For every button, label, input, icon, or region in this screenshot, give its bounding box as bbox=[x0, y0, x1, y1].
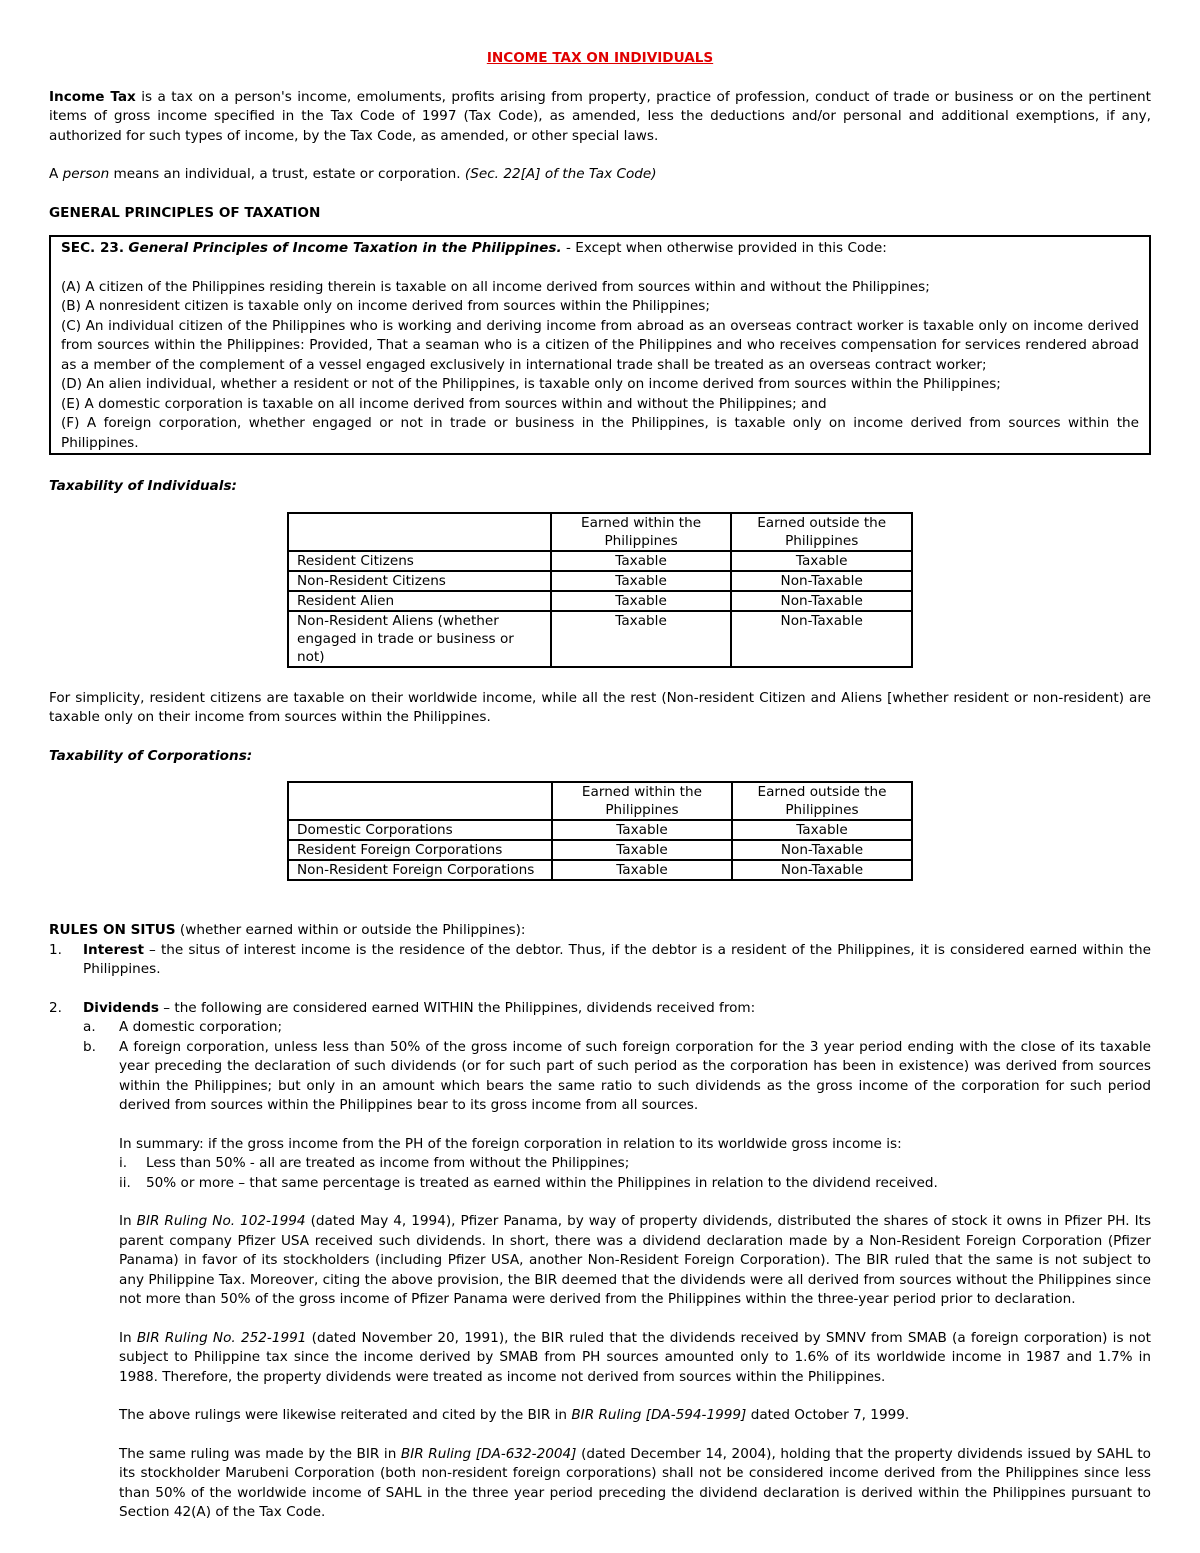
page-title: INCOME TAX ON INDIVIDUALS bbox=[486, 50, 714, 66]
dividends-item-b-text: A foreign corporation, unless less than 50% of the gross income of such foreign corporation for the 3 year period ending with the close of its taxable year preceding the declaration of such dividends (or for such part of such period as the corporation has been in existence) was derived from sources within the Philippines; but only in an amount which bears the same ratio to such dividends as the gross income of the corporation for such period derived from sources within the Philippines bear to its gross income from all sources. bbox=[119, 1038, 1151, 1113]
ruling-252-1991 bbox=[49, 1329, 1151, 1388]
situs-heading-term: RULES ON SITUS bbox=[49, 922, 176, 938]
row-outside: Non-Taxable bbox=[732, 840, 912, 860]
dividends-item-a bbox=[49, 1018, 1151, 1038]
person-citation: (Sec. 22[A] of the Tax Code) bbox=[464, 166, 657, 182]
row-label: Domestic Corporations bbox=[288, 820, 552, 840]
list-number: 1. bbox=[49, 941, 62, 958]
row-within: Taxable bbox=[551, 551, 732, 571]
interest-text: – the situs of interest income is the residence of the debtor. Thus, if the debtor is a resident of the Philippines, it is considered earned within the Philippines. bbox=[83, 941, 1151, 977]
row-within: Taxable bbox=[552, 860, 732, 880]
ruling-pre: The same ruling was made by the BIR in bbox=[119, 1445, 401, 1462]
ruling-text: (dated May 4, 1994), Pfizer Panama, by way of property dividends, distributed the shares of stock it owns in Pfizer PH. Its parent company Pfizer USA received such dividends. In short, there was a dividend declaration made by a Non-Resident Foreign Corporation (Pfizer Panama) in favor of its stockholders (including Pfizer USA, another Non-Resident Foreign Corporation). The BIR ruled that the same is not subject to any Philippine Tax. Moreover, citing the above provision, the BIR deemed that the dividends were all derived from sources without the Philippines since not more than 50% of the gross income of Pfizer Panama were derived from the Philippines within the three-year period prior to declaration. bbox=[119, 1213, 1151, 1307]
income-tax-term: Income Tax bbox=[49, 88, 136, 105]
general-principles-heading: GENERAL PRINCIPLES OF TAXATION bbox=[49, 204, 321, 221]
table-corner-cell bbox=[288, 513, 551, 551]
sec23-item-d: (D) An alien individual, whether a resident or not of the Philippines, is taxable only on income derived from sources within the Philippines; bbox=[61, 376, 1001, 392]
sec23-intro bbox=[61, 239, 1139, 259]
sec23-item-b: (B) A nonresident citizen is taxable only on income derived from sources within the Philippines; bbox=[61, 298, 710, 314]
ruling-102-1994 bbox=[49, 1212, 1151, 1310]
list-number: 2. bbox=[49, 999, 62, 1016]
row-within: Taxable bbox=[552, 840, 732, 860]
corporations-table bbox=[287, 781, 913, 881]
row-outside: Non-Taxable bbox=[731, 591, 912, 611]
situs-interest bbox=[49, 941, 1151, 980]
table-row bbox=[288, 820, 912, 840]
person-term: person bbox=[62, 166, 110, 182]
row-outside: Taxable bbox=[731, 551, 912, 571]
row-label: Non-Resident Aliens (whether engaged in trade or business or not) bbox=[288, 611, 551, 667]
person-prefix: A bbox=[49, 166, 63, 182]
table-corner-cell bbox=[288, 782, 552, 820]
table-row bbox=[288, 860, 912, 880]
sec23-item-f: (F) A foreign corporation, whether engaged or not in trade or business in the Philippines, is taxable only on income derived from sources within the Philippines. bbox=[61, 415, 1139, 451]
row-within: Taxable bbox=[551, 591, 732, 611]
ruling-text: (dated December 14, 2004), holding that the property dividends issued by SAHL to its stockholder Marubeni Corporation (both non-resident foreign corporations) shall not be considered income derived from the Philippines since less than 50% of the worldwide income of SAHL in the three year period preceding the dividend declaration is derived within the Philippines pursuant to Section 42(A) of the Tax Code. bbox=[119, 1445, 1151, 1520]
row-outside: Non-Taxable bbox=[731, 571, 912, 591]
list-letter: b. bbox=[83, 1038, 96, 1055]
situs-heading-rest: (whether earned within or outside the Philippines): bbox=[175, 922, 526, 938]
table-row bbox=[288, 591, 912, 611]
row-within: Taxable bbox=[551, 571, 732, 591]
row-label: Resident Foreign Corporations bbox=[288, 840, 552, 860]
col-outside-header: Earned outside the Philippines bbox=[732, 782, 912, 820]
dividends-term: Dividends bbox=[83, 999, 159, 1016]
ruling-pre: In bbox=[119, 1213, 137, 1229]
table-header-row bbox=[288, 513, 912, 551]
row-outside: Taxable bbox=[732, 820, 912, 840]
row-outside: Non-Taxable bbox=[732, 860, 912, 880]
row-label: Non-Resident Citizens bbox=[288, 571, 551, 591]
individuals-note: For simplicity, resident citizens are taxable on their worldwide income, while all the rest (Non-resident Citizen and Aliens [whether resident or non-resident) are taxable only on their income from sources within the Philippines. bbox=[49, 689, 1151, 725]
ruling-da-594-1999 bbox=[49, 1406, 1151, 1426]
dividends-item-a-text: A domestic corporation; bbox=[119, 1019, 283, 1035]
row-within: Taxable bbox=[551, 611, 732, 667]
income-tax-definition-text: is a tax on a person's income, emoluments, profits arising from property, practice of profession, conduct of trade or business or on the pertinent items of gross income specified in the Tax Code of 1997 (Tax Code), as amended, less the deductions and/or personal and additional exemptions, if any, authorized for such types of income, by the Tax Code, as amended, or other special laws. bbox=[49, 88, 1151, 144]
table-header-row bbox=[288, 782, 912, 820]
ruling-da-632-2004 bbox=[49, 1445, 1151, 1523]
summary-text: In summary: if the gross income from the PH of the foreign corporation in relation to its worldwide gross income is: bbox=[119, 1135, 902, 1152]
sec23-label: SEC. 23. bbox=[61, 240, 125, 256]
col-outside-header: Earned outside the Philippines bbox=[731, 513, 912, 551]
dividends-text: – the following are considered earned WITHIN the Philippines, dividends received from: bbox=[158, 999, 756, 1016]
summary-item-i bbox=[49, 1154, 1151, 1174]
situs-heading bbox=[49, 921, 1151, 941]
sec23-lead: - Except when otherwise provided in this Code: bbox=[561, 240, 887, 256]
row-label: Resident Alien bbox=[288, 591, 551, 611]
ruling-text: dated October 7, 1999. bbox=[746, 1407, 910, 1423]
table-row bbox=[288, 611, 912, 667]
table-row bbox=[288, 551, 912, 571]
ruling-citation: BIR Ruling [DA-594-1999] bbox=[571, 1407, 747, 1423]
sec23-item-c: (C) An individual citizen of the Philippines who is working and deriving income from abroad as an overseas contract worker is taxable only on income derived from sources within the Philippines: Provided, That a seaman who is a citizen of the Philippines and who receives compensation for services rendered abroad as a member of the complement of a vessel engaged exclusively in international trade shall be treated as an overseas contract worker; bbox=[61, 317, 1139, 373]
col-within-header: Earned within the Philippines bbox=[551, 513, 732, 551]
summary-item-i-text: Less than 50% - all are treated as income from without the Philippines; bbox=[146, 1155, 630, 1171]
row-label: Resident Citizens bbox=[288, 551, 551, 571]
summary-item-ii-text: 50% or more – that same percentage is treated as earned within the Philippines in relation to the dividend received. bbox=[146, 1174, 938, 1191]
col-within-header: Earned within the Philippines bbox=[552, 782, 732, 820]
ruling-pre: In bbox=[119, 1329, 137, 1346]
corporations-heading: Taxability of Corporations: bbox=[49, 747, 253, 764]
table-row bbox=[288, 571, 912, 591]
ruling-text: (dated November 20, 1991), the BIR ruled that the dividends received by SMNV from SMAB (a foreign corporation) is not subject to Philippine tax since the income derived by SMAB from PH sources amounted only to 1.6% of its worldwide income in 1987 and 1.7% in 1988. Therefore, the property dividends were treated as income not derived from sources within the Philippines. bbox=[119, 1329, 1152, 1385]
row-within: Taxable bbox=[552, 820, 732, 840]
ruling-citation: BIR Ruling No. 102-1994 bbox=[136, 1213, 306, 1229]
situs-dividends bbox=[49, 999, 1151, 1019]
sec23-item-e: (E) A domestic corporation is taxable on all income derived from sources within and without the Philippines; and bbox=[61, 395, 827, 412]
ruling-citation: BIR Ruling [DA-632-2004] bbox=[400, 1445, 577, 1462]
sec23-box bbox=[49, 235, 1151, 455]
summary-item-ii bbox=[49, 1174, 1151, 1194]
ruling-citation: BIR Ruling No. 252-1991 bbox=[136, 1329, 307, 1346]
interest-term: Interest bbox=[83, 941, 144, 958]
dividends-item-b bbox=[49, 1038, 1151, 1116]
table-row bbox=[288, 840, 912, 860]
individuals-table bbox=[287, 512, 913, 668]
sec23-title: General Principles of Income Taxation in the Philippines. bbox=[128, 240, 562, 256]
individuals-heading: Taxability of Individuals: bbox=[49, 478, 237, 494]
document-page bbox=[49, 0, 1151, 1523]
list-letter: a. bbox=[83, 1019, 96, 1035]
row-label: Non-Resident Foreign Corporations bbox=[288, 860, 552, 880]
person-definition bbox=[49, 165, 1151, 185]
list-roman: ii. bbox=[119, 1174, 131, 1191]
income-tax-definition bbox=[49, 88, 1151, 147]
list-roman: i. bbox=[119, 1155, 128, 1171]
row-outside: Non-Taxable bbox=[731, 611, 912, 667]
ruling-pre: The above rulings were likewise reiterated and cited by the BIR in bbox=[119, 1407, 572, 1423]
person-text: means an individual, a trust, estate or corporation. bbox=[109, 166, 465, 182]
sec23-item-a: (A) A citizen of the Philippines residing therein is taxable on all income derived from sources within and without the Philippines; bbox=[61, 278, 930, 295]
